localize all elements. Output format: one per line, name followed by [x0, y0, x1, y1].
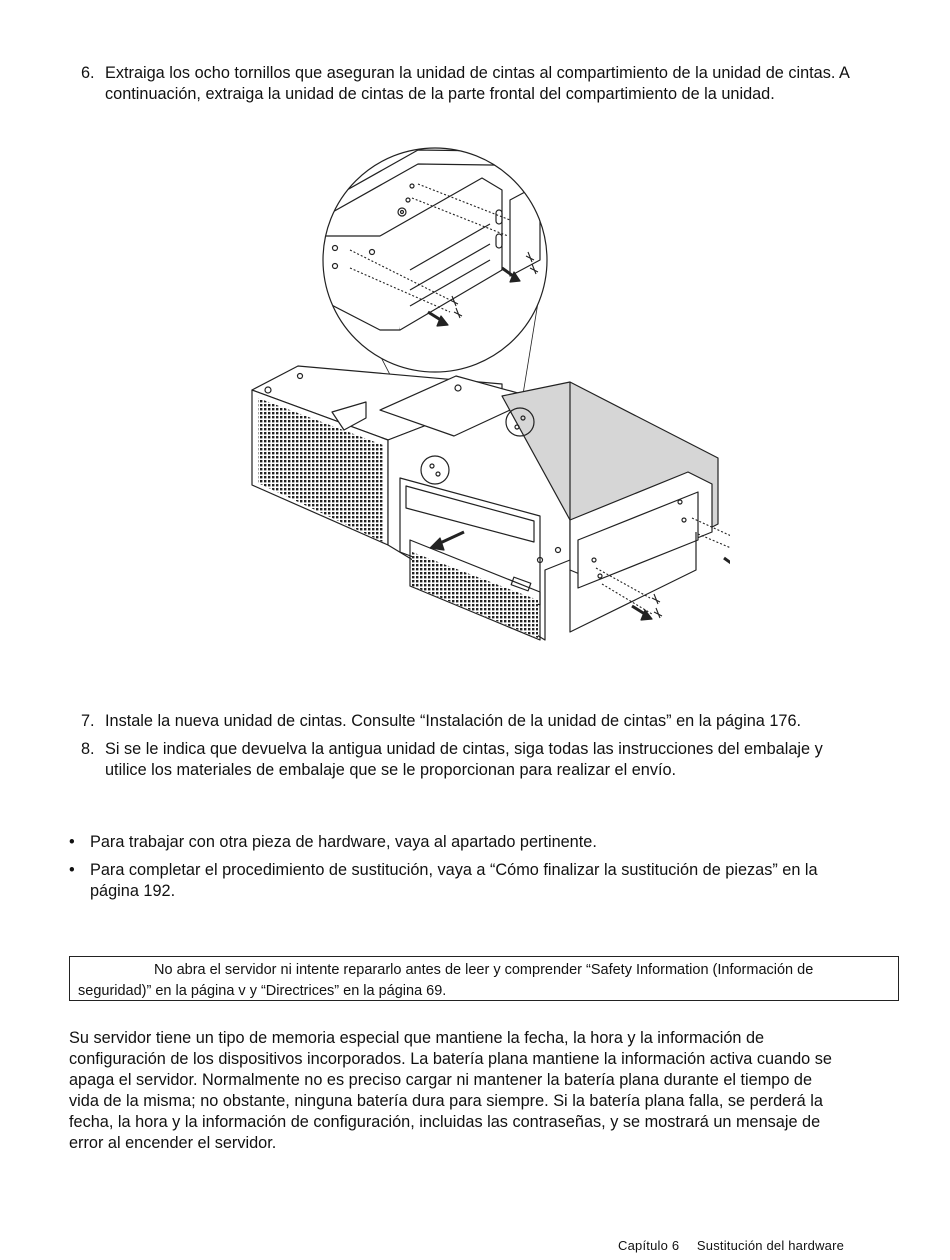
- step-number: 6.: [81, 64, 95, 82]
- footer-title: Sustitución del hardware: [696, 1238, 845, 1253]
- step-8: [81, 739, 921, 783]
- step-6: [81, 63, 921, 107]
- paragraph-line: configuración de los dispositivos incorporados. La batería plana mantiene la información activa cuando se: [69, 1050, 832, 1068]
- step-number: 7.: [81, 712, 95, 730]
- step-text-line-1: Instale la nueva unidad de cintas. Consulte “Instalación de la unidad de cintas” en la página 176.: [105, 712, 802, 730]
- step-text-line-2: utilice los materiales de embalaje que se le proporcionan para realizar el envío.: [105, 761, 677, 779]
- paragraph-line: Su servidor tiene un tipo de memoria especial que mantiene la fecha, la hora y la información de: [69, 1029, 765, 1047]
- step-text-line-2: continuación, extraiga la unidad de cintas de la parte frontal del compartimiento de la unidad.: [105, 85, 775, 103]
- step-text-line-1: Extraiga los ocho tornillos que aseguran la unidad de cintas al compartimiento de la unidad de cintas. A: [105, 64, 850, 82]
- battery-paragraph: [69, 1028, 901, 1154]
- step-text-line-1: Si se le indica que devuelva la antigua unidad de cintas, siga todas las instrucciones del embalaje y: [105, 740, 823, 758]
- bullet-text-line-1: Para completar el procedimiento de sustitución, vaya a “Cómo finalizar la sustitución de piezas” en la: [90, 861, 818, 879]
- step-number: 8.: [81, 740, 95, 758]
- bullet-icon: •: [69, 833, 75, 851]
- tape-drive-removal-illustration: [240, 140, 730, 650]
- paragraph-line: fecha, la hora y la información de configuración, incluidas las contraseñas, y se mostrará un mensaje de: [69, 1113, 821, 1131]
- safety-notice-box: [69, 956, 899, 1001]
- paragraph-line: error al encender el servidor.: [69, 1134, 277, 1152]
- step-7: [81, 711, 921, 733]
- bullet-text-line-2: página 192.: [90, 882, 176, 900]
- notice-line-1: No abra el servidor ni intente repararlo antes de leer y comprender “Safety Information (Información de: [154, 962, 814, 978]
- bullet-text-line-1: Para trabajar con otra pieza de hardware, vaya al apartado pertinente.: [90, 833, 597, 851]
- paragraph-line: vida de la misma; no obstante, ninguna batería dura para siempre. Si la batería plana falla, se perderá la: [69, 1092, 823, 1110]
- bullet-icon: •: [69, 861, 75, 879]
- paragraph-line: apaga el servidor. Normalmente no es preciso cargar ni mantener la batería plana durante el tiempo de: [69, 1071, 813, 1089]
- notice-line-2: seguridad)” en la página v y “Directrices” en la página 69.: [78, 983, 447, 999]
- page-footer: [618, 1238, 844, 1253]
- bullet-item: [69, 832, 909, 854]
- bullet-item: [69, 860, 909, 904]
- footer-chapter: Capítulo 6: [618, 1238, 680, 1253]
